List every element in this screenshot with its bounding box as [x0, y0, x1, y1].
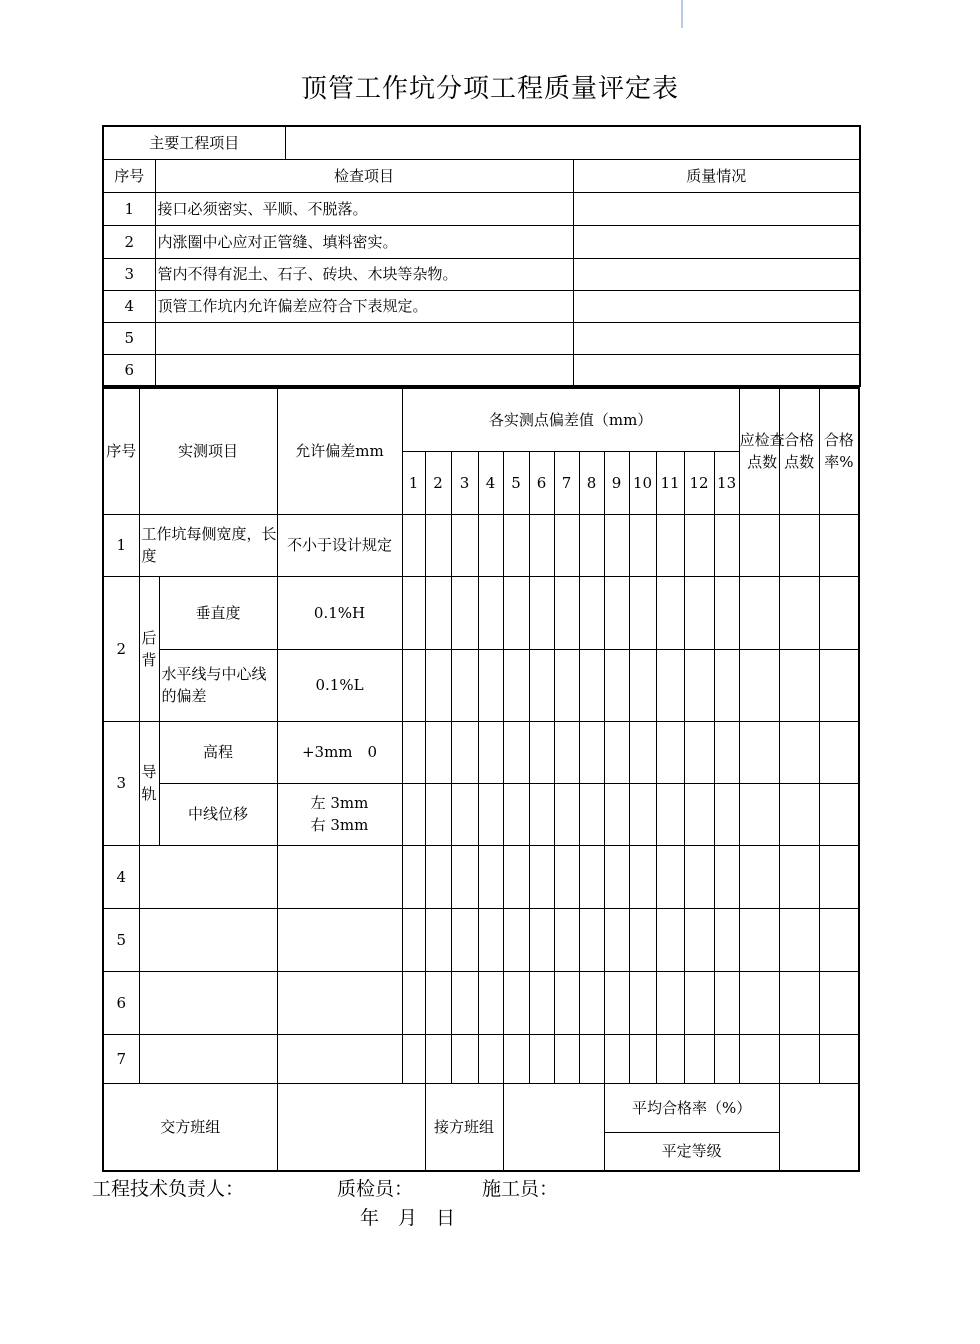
value-cell[interactable]	[714, 721, 739, 783]
value-cell[interactable]	[478, 1034, 503, 1083]
tolerance: 0.1%L	[277, 649, 402, 721]
value-cell[interactable]	[503, 908, 529, 971]
measure-row	[103, 1034, 859, 1083]
value-cell[interactable]	[529, 514, 554, 576]
value-cell[interactable]	[451, 514, 478, 576]
table-row	[103, 290, 860, 322]
row-number: 4	[103, 290, 155, 322]
row-number: 7	[103, 1034, 139, 1083]
value-cell[interactable]	[425, 514, 451, 576]
value-cell[interactable]	[425, 576, 451, 649]
value-cell[interactable]	[425, 649, 451, 721]
point-number: 5	[503, 451, 529, 514]
should-check-cell[interactable]	[739, 1034, 779, 1083]
measure-item: 垂直度	[159, 576, 277, 649]
value-cell[interactable]	[629, 971, 656, 1034]
main-project-label: 主要工程项目	[103, 126, 285, 159]
value-cell[interactable]	[656, 649, 684, 721]
pass-rate-cell[interactable]	[819, 576, 859, 649]
value-cell[interactable]	[656, 783, 684, 845]
value-cell[interactable]	[714, 576, 739, 649]
tolerance[interactable]	[277, 971, 402, 1034]
point-number: 6	[529, 451, 554, 514]
value-cell[interactable]	[684, 576, 714, 649]
quality-header: 质量情况	[573, 159, 860, 192]
value-cell[interactable]	[604, 908, 629, 971]
value-cell[interactable]	[503, 649, 529, 721]
table-row	[103, 192, 860, 225]
value-cell[interactable]	[402, 649, 425, 721]
row-number: 6	[103, 354, 155, 386]
pass-count-cell[interactable]	[779, 514, 819, 576]
pass-rate-cell[interactable]	[819, 783, 859, 845]
point-number: 3	[451, 451, 478, 514]
value-cell[interactable]	[656, 721, 684, 783]
point-number: 8	[579, 451, 604, 514]
value-cell[interactable]	[503, 1034, 529, 1083]
value-cell[interactable]	[714, 1034, 739, 1083]
value-cell[interactable]	[604, 721, 629, 783]
value-cell[interactable]	[579, 576, 604, 649]
value-cell[interactable]	[714, 514, 739, 576]
row-number: 5	[103, 908, 139, 971]
value-cell[interactable]	[478, 721, 503, 783]
pass-rate-header: 合格率%	[819, 388, 859, 514]
value-cell[interactable]	[579, 721, 604, 783]
pass-rate-cell[interactable]	[819, 845, 859, 908]
avg-rate-grade-field[interactable]	[779, 1083, 859, 1171]
pass-count-cell[interactable]	[779, 1034, 819, 1083]
measure-item-header: 实测项目	[139, 388, 277, 514]
measure-item[interactable]	[139, 971, 277, 1034]
value-cell[interactable]	[478, 971, 503, 1034]
quality-field[interactable]	[573, 354, 860, 386]
value-cell[interactable]	[604, 845, 629, 908]
value-cell[interactable]	[554, 649, 579, 721]
row-number: 6	[103, 971, 139, 1034]
value-cell[interactable]	[554, 1034, 579, 1083]
value-cell[interactable]	[451, 908, 478, 971]
value-cell[interactable]	[425, 971, 451, 1034]
measure-row	[103, 971, 859, 1034]
measure-row	[103, 845, 859, 908]
inspector-label: 质检员：	[337, 1178, 414, 1200]
measure-row	[103, 721, 859, 783]
value-cell[interactable]	[684, 845, 714, 908]
measure-item: 中线位移	[159, 783, 277, 845]
point-number: 13	[714, 451, 739, 514]
should-check-cell[interactable]	[739, 971, 779, 1034]
value-cell[interactable]	[425, 783, 451, 845]
value-cell[interactable]	[402, 783, 425, 845]
value-cell[interactable]	[629, 1034, 656, 1083]
quality-field[interactable]	[573, 225, 860, 258]
value-cell[interactable]	[714, 971, 739, 1034]
table-row	[103, 322, 860, 354]
row-number: 3	[103, 258, 155, 290]
tolerance[interactable]	[277, 1034, 402, 1083]
value-cell[interactable]	[402, 514, 425, 576]
handover-team-field[interactable]	[277, 1083, 425, 1171]
value-cell[interactable]	[684, 514, 714, 576]
value-cell[interactable]	[425, 908, 451, 971]
value-cell[interactable]	[451, 971, 478, 1034]
value-cell[interactable]	[684, 1034, 714, 1083]
table-row	[103, 225, 860, 258]
pass-count-header: 合格点数	[779, 388, 819, 514]
table-row	[103, 258, 860, 290]
pass-rate-cell[interactable]	[819, 971, 859, 1034]
check-item[interactable]	[155, 322, 573, 354]
value-cell[interactable]	[425, 845, 451, 908]
value-cell[interactable]	[503, 721, 529, 783]
value-cell[interactable]	[451, 845, 478, 908]
value-cell[interactable]	[629, 721, 656, 783]
row-number: 1	[103, 192, 155, 225]
value-cell[interactable]	[714, 783, 739, 845]
value-cell[interactable]	[402, 1034, 425, 1083]
value-cell[interactable]	[451, 576, 478, 649]
pass-rate-cell[interactable]	[819, 908, 859, 971]
point-number: 11	[656, 451, 684, 514]
should-check-cell[interactable]	[739, 783, 779, 845]
point-number: 2	[425, 451, 451, 514]
value-cell[interactable]	[604, 576, 629, 649]
page-title: 顶管工作坑分项工程质量评定表	[300, 74, 679, 104]
value-cell[interactable]	[503, 514, 529, 576]
value-cell[interactable]	[554, 908, 579, 971]
value-cell[interactable]	[478, 649, 503, 721]
measure-row	[103, 514, 859, 576]
value-cell[interactable]	[451, 649, 478, 721]
value-cell[interactable]	[579, 649, 604, 721]
should-check-cell[interactable]	[739, 649, 779, 721]
value-cell[interactable]	[529, 721, 554, 783]
receive-team-field[interactable]	[503, 1083, 604, 1171]
tolerance: 左 3mm 右 3mm	[277, 783, 402, 845]
value-cell[interactable]	[579, 514, 604, 576]
pass-rate-cell[interactable]	[819, 649, 859, 721]
measure-item[interactable]	[139, 845, 277, 908]
value-cell[interactable]	[684, 908, 714, 971]
value-cell[interactable]	[529, 783, 554, 845]
should-check-header: 应检查点数	[739, 388, 779, 514]
measure-row	[103, 908, 859, 971]
tech-lead-label: 工程技术负责人：	[92, 1178, 245, 1200]
handover-team-label: 交方班组	[103, 1083, 277, 1171]
value-cell[interactable]	[554, 971, 579, 1034]
value-cell[interactable]	[629, 649, 656, 721]
tolerance[interactable]	[277, 908, 402, 971]
tolerance: 0.1%H	[277, 576, 402, 649]
value-cell[interactable]	[656, 971, 684, 1034]
value-cell[interactable]	[714, 845, 739, 908]
measurement-table	[102, 387, 860, 1172]
points-header: 各实测点偏差值（mm）	[402, 388, 739, 451]
quality-field[interactable]	[573, 192, 860, 225]
value-cell[interactable]	[503, 576, 529, 649]
value-cell[interactable]	[604, 1034, 629, 1083]
main-project-field[interactable]	[285, 126, 860, 159]
seq-header: 序号	[103, 159, 155, 192]
value-cell[interactable]	[402, 721, 425, 783]
value-cell[interactable]	[656, 576, 684, 649]
quality-field[interactable]	[573, 322, 860, 354]
row-number: 5	[103, 322, 155, 354]
value-cell[interactable]	[656, 908, 684, 971]
value-cell[interactable]	[579, 971, 604, 1034]
top-edge-mark	[681, 0, 683, 28]
grade-label: 平定等级	[604, 1132, 779, 1171]
value-cell[interactable]	[529, 908, 554, 971]
should-check-cell[interactable]	[739, 845, 779, 908]
check-item[interactable]	[155, 354, 573, 386]
tolerance: 不小于设计规定	[277, 514, 402, 576]
value-cell[interactable]	[656, 1034, 684, 1083]
value-cell[interactable]	[402, 845, 425, 908]
seq-header: 序号	[103, 388, 139, 514]
pass-rate-cell[interactable]	[819, 514, 859, 576]
row-number: 4	[103, 845, 139, 908]
tolerance[interactable]	[277, 845, 402, 908]
point-number: 9	[604, 451, 629, 514]
measure-row	[103, 576, 859, 649]
point-number: 4	[478, 451, 503, 514]
value-cell[interactable]	[604, 783, 629, 845]
value-cell[interactable]	[451, 783, 478, 845]
row-number: 1	[103, 514, 139, 576]
receive-team-label: 接方班组	[425, 1083, 503, 1171]
value-cell[interactable]	[579, 1034, 604, 1083]
avg-pass-rate-label: 平均合格率（%）	[604, 1083, 779, 1132]
value-cell[interactable]	[478, 576, 503, 649]
value-cell[interactable]	[714, 649, 739, 721]
pass-count-cell[interactable]	[779, 783, 819, 845]
value-cell[interactable]	[629, 908, 656, 971]
value-cell[interactable]	[529, 1034, 554, 1083]
value-cell[interactable]	[425, 1034, 451, 1083]
value-cell[interactable]	[554, 514, 579, 576]
measure-item: 水平线与中心线的偏差	[159, 649, 277, 721]
value-cell[interactable]	[656, 845, 684, 908]
value-cell[interactable]	[503, 783, 529, 845]
row-number: 2	[103, 576, 139, 721]
value-cell[interactable]	[554, 576, 579, 649]
value-cell[interactable]	[478, 908, 503, 971]
should-check-cell[interactable]	[739, 721, 779, 783]
point-number: 1	[402, 451, 425, 514]
value-cell[interactable]	[402, 971, 425, 1034]
value-cell[interactable]	[684, 783, 714, 845]
date-label: 年 月 日	[360, 1207, 456, 1229]
value-cell[interactable]	[478, 845, 503, 908]
measure-row	[103, 783, 859, 845]
check-item-header: 检查项目	[155, 159, 573, 192]
tolerance: +3mm 0	[277, 721, 402, 783]
tolerance-header: 允许偏差mm	[277, 388, 402, 514]
pass-rate-cell[interactable]	[819, 1034, 859, 1083]
inspection-items-table	[102, 125, 861, 387]
value-cell[interactable]	[554, 721, 579, 783]
value-cell[interactable]	[684, 649, 714, 721]
value-cell[interactable]	[529, 576, 554, 649]
value-cell[interactable]	[503, 845, 529, 908]
value-cell[interactable]	[579, 845, 604, 908]
point-number: 10	[629, 451, 656, 514]
value-cell[interactable]	[684, 971, 714, 1034]
value-cell[interactable]	[529, 971, 554, 1034]
group-label: 后背	[139, 576, 159, 721]
point-number: 7	[554, 451, 579, 514]
measure-row	[103, 649, 859, 721]
check-item: 管内不得有泥土、石子、砖块、木块等杂物。	[155, 258, 573, 290]
should-check-cell[interactable]	[739, 576, 779, 649]
table-row	[103, 354, 860, 386]
value-cell[interactable]	[554, 783, 579, 845]
pass-count-cell[interactable]	[779, 649, 819, 721]
value-cell[interactable]	[629, 576, 656, 649]
value-cell[interactable]	[529, 845, 554, 908]
pass-count-cell[interactable]	[779, 971, 819, 1034]
pass-rate-cell[interactable]	[819, 721, 859, 783]
value-cell[interactable]	[425, 721, 451, 783]
measure-item[interactable]	[139, 1034, 277, 1083]
value-cell[interactable]	[604, 971, 629, 1034]
value-cell[interactable]	[402, 908, 425, 971]
value-cell[interactable]	[478, 514, 503, 576]
pass-count-cell[interactable]	[779, 721, 819, 783]
value-cell[interactable]	[402, 576, 425, 649]
value-cell[interactable]	[478, 783, 503, 845]
measure-item: 工作坑每侧宽度，长度	[139, 514, 277, 576]
value-cell[interactable]	[604, 514, 629, 576]
check-item: 顶管工作坑内允许偏差应符合下表规定。	[155, 290, 573, 322]
group-label: 导轨	[139, 721, 159, 845]
value-cell[interactable]	[554, 845, 579, 908]
value-cell[interactable]	[629, 845, 656, 908]
value-cell[interactable]	[629, 783, 656, 845]
value-cell[interactable]	[503, 971, 529, 1034]
quality-field[interactable]	[573, 290, 860, 322]
check-item: 接口必须密实、平顺、不脱落。	[155, 192, 573, 225]
value-cell[interactable]	[604, 649, 629, 721]
quality-field[interactable]	[573, 258, 860, 290]
worker-label: 施工员：	[482, 1178, 559, 1200]
value-cell[interactable]	[656, 514, 684, 576]
row-number: 3	[103, 721, 139, 845]
pass-count-cell[interactable]	[779, 576, 819, 649]
pass-count-cell[interactable]	[779, 908, 819, 971]
pass-count-cell[interactable]	[779, 845, 819, 908]
check-item: 内涨圈中心应对正管缝、填料密实。	[155, 225, 573, 258]
value-cell[interactable]	[451, 721, 478, 783]
value-cell[interactable]	[579, 908, 604, 971]
value-cell[interactable]	[529, 649, 554, 721]
point-number: 12	[684, 451, 714, 514]
should-check-cell[interactable]	[739, 908, 779, 971]
value-cell[interactable]	[684, 721, 714, 783]
value-cell[interactable]	[629, 514, 656, 576]
measure-item[interactable]	[139, 908, 277, 971]
row-number: 2	[103, 225, 155, 258]
value-cell[interactable]	[451, 1034, 478, 1083]
measure-item: 高程	[159, 721, 277, 783]
value-cell[interactable]	[714, 908, 739, 971]
should-check-cell[interactable]	[739, 514, 779, 576]
value-cell[interactable]	[579, 783, 604, 845]
